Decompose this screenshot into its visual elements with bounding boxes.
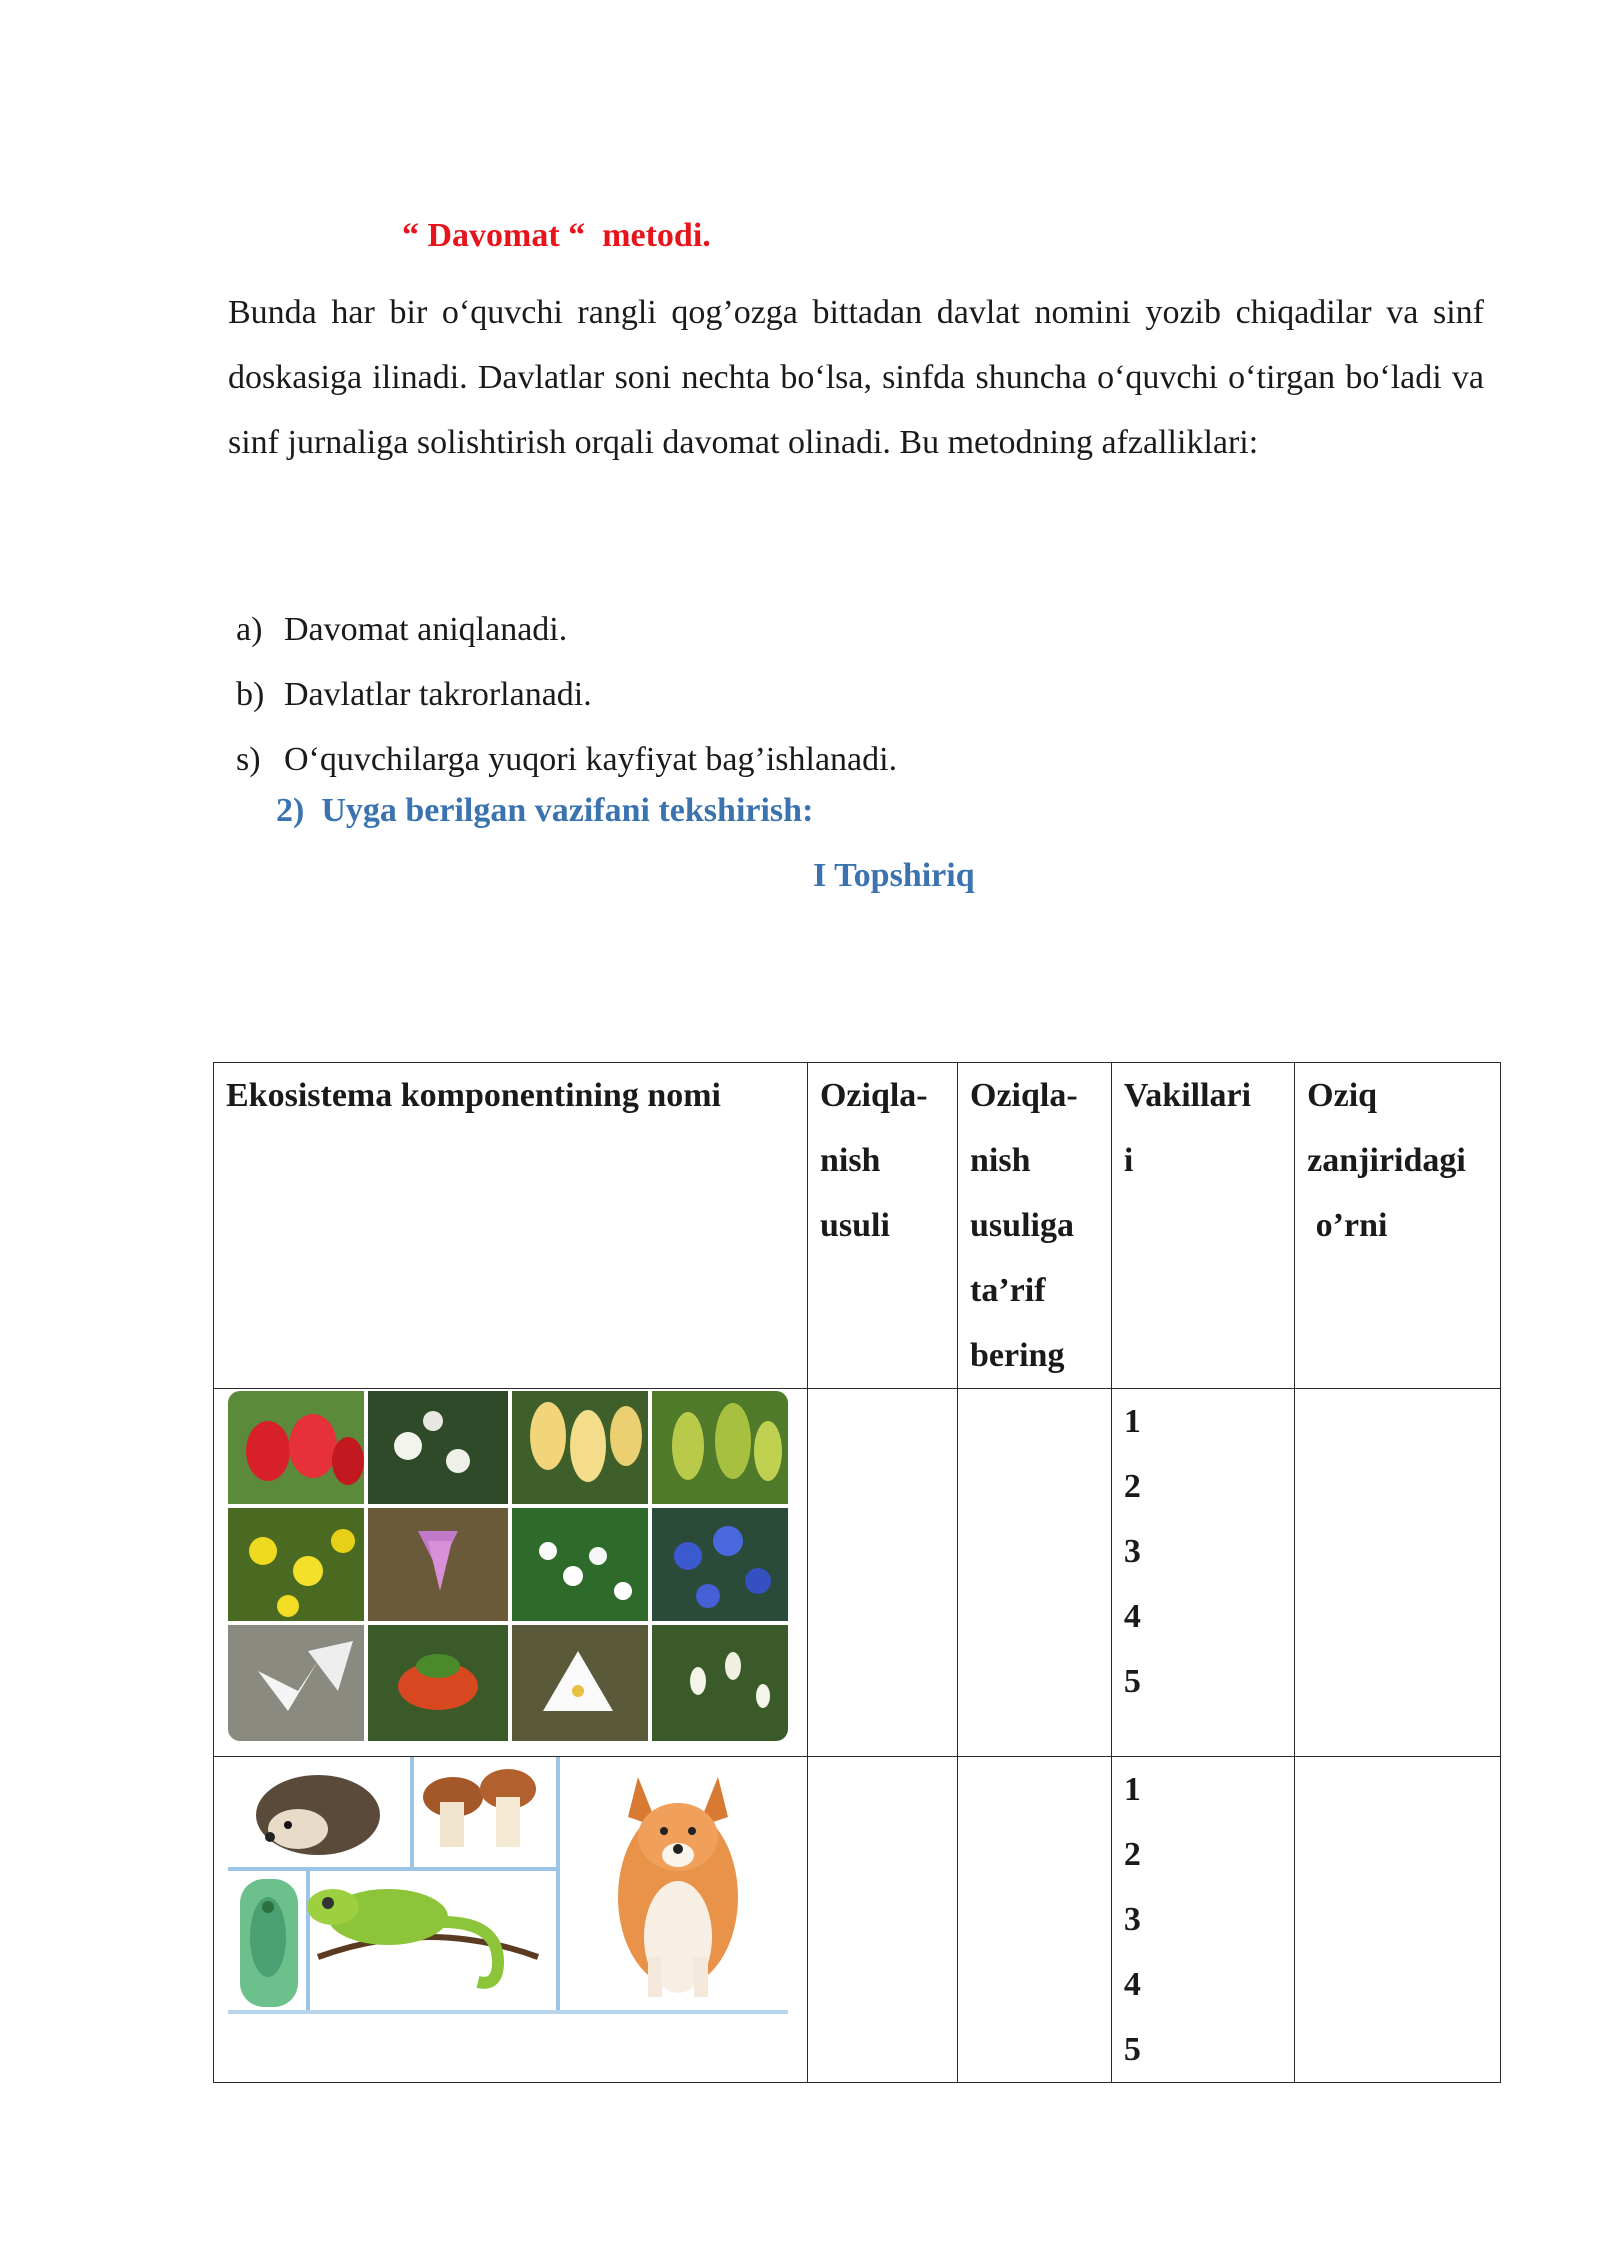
- header-line: Oziqla-: [970, 1077, 1078, 1114]
- header-line: bering: [970, 1337, 1065, 1374]
- list-marker: a): [236, 611, 263, 648]
- representative-number: 4: [1123, 1598, 1141, 1635]
- header-food-chain-place: [1295, 1063, 1501, 1389]
- flowers-cell: [214, 1389, 808, 1757]
- list-marker: b): [236, 676, 265, 713]
- advantages-list: [236, 597, 897, 792]
- header-line: Oziqla-: [819, 1077, 928, 1114]
- representative-number: 5: [1123, 2031, 1141, 2068]
- food-chain-cell[interactable]: [1295, 1389, 1501, 1757]
- task-title: I Topshiriq: [813, 857, 975, 894]
- header-line: zanjiridagi: [1307, 1142, 1466, 1179]
- representatives-cell[interactable]: [1111, 1389, 1294, 1757]
- list-item: [236, 662, 897, 727]
- representatives-cell[interactable]: [1111, 1757, 1294, 2083]
- representative-number: 2: [1123, 1468, 1141, 1505]
- header-line: i: [1123, 1142, 1134, 1179]
- feeding-method-cell[interactable]: [807, 1389, 957, 1757]
- list-text: Davomat aniqlanadi.: [284, 611, 568, 648]
- table-row: [214, 1757, 1501, 2083]
- homework-subheading: 2) Uyga berilgan vazifani tekshirish:: [276, 792, 814, 829]
- header-line: usuli: [819, 1207, 890, 1244]
- representative-number: 2: [1123, 1836, 1141, 1873]
- representative-number: 3: [1123, 1533, 1141, 1570]
- list-item: [236, 727, 897, 792]
- list-text: Davlatlar takrorlanadi.: [284, 676, 592, 713]
- header-line: usuliga: [970, 1207, 1074, 1244]
- header-line: ta’rif: [970, 1272, 1046, 1309]
- table-row: [214, 1389, 1501, 1757]
- header-feeding-method: [807, 1063, 957, 1389]
- ecosystem-table: [213, 1062, 1501, 2083]
- feeding-definition-cell[interactable]: [958, 1757, 1112, 2083]
- representative-number: 1: [1123, 1403, 1141, 1440]
- animals-cell: [214, 1757, 808, 2083]
- feeding-definition-cell[interactable]: [958, 1389, 1112, 1757]
- food-chain-cell[interactable]: [1295, 1757, 1501, 2083]
- intro-paragraph: Bunda har bir o‘quvchi rangli qog’ozga bittadan davlat nomini yozib chiqadilar va sinf doskasiga ilinadi. Davlatlar soni nechta bo‘lsa, sinfda shuncha o‘quvchi o‘tirgan bo‘ladi va sinf jurnaliga solishtirish orqali davomat olinadi. Bu metodning afzalliklari:: [228, 294, 1484, 461]
- feeding-method-cell[interactable]: [807, 1757, 957, 2083]
- representative-number: 4: [1123, 1966, 1141, 2003]
- header-line: nish: [819, 1142, 881, 1179]
- header-line: nish: [970, 1142, 1031, 1179]
- header-feeding-definition: [958, 1063, 1112, 1389]
- representative-number: 1: [1123, 1771, 1141, 1808]
- representative-number: 3: [1123, 1901, 1141, 1938]
- list-item: [236, 597, 897, 662]
- representative-number: 5: [1123, 1663, 1141, 1700]
- header-line: Oziq: [1307, 1077, 1378, 1114]
- list-marker: s): [236, 741, 261, 778]
- header-line: Vakillari: [1123, 1077, 1252, 1114]
- flowers-collage-image: [228, 1391, 788, 1741]
- header-representatives: [1111, 1063, 1294, 1389]
- animals-collage-image: [228, 1757, 788, 2017]
- header-line: Ekosistema komponentining nomi: [226, 1077, 721, 1114]
- method-heading: “ Davomat “ metodi.: [402, 217, 711, 254]
- list-text: O‘quvchilarga yuqori kayfiyat bag’ishlanadi.: [284, 741, 898, 778]
- table-header-row: [214, 1063, 1501, 1389]
- header-component-name: [214, 1063, 808, 1389]
- header-line: o’rni: [1307, 1207, 1388, 1244]
